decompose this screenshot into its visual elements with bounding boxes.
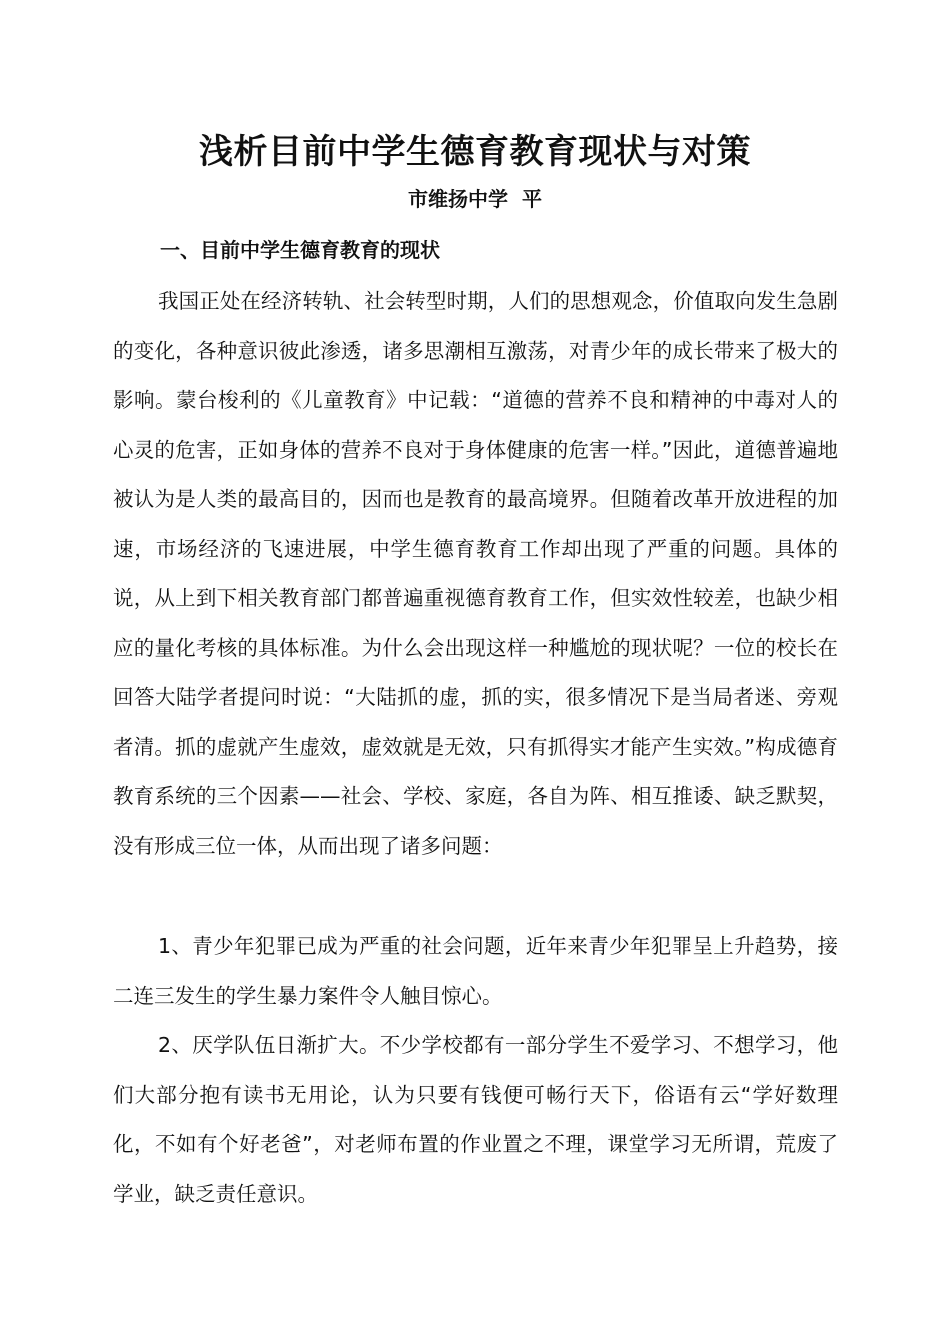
paragraph-item-1: 1、青少年犯罪已成为严重的社会问题，近年来青少年犯罪呈上升趋势，接二连三发生的学生暴力案件令人触目惊心。 [113,934,838,1008]
section-heading: 一、目前中学生德育教育的现状 [160,238,440,262]
document-title: 浅析目前中学生德育教育现状与对策 [199,132,751,172]
paragraph-item-2: 2、厌学队伍日渐扩大。不少学校都有一部分学生不爱学习、不想学习，他们大部分抱有读书无用论，认为只要有钱便可畅行天下，俗语有云“学好数理化，不如有个好老爸”，对老师布置的作业置之不理，课堂学习无所谓，荒废了学业，缺乏责任意识。 [113,1033,838,1206]
author-line: 市维扬中学 平 [408,187,542,211]
paragraph-intro: 我国正处在经济转轨、社会转型时期，人们的思想观念，价值取向发生急剧的变化，各种意识彼此渗透，诸多思潮相互激荡，对青少年的成长带来了极大的影响。蒙台梭利的《儿童教育》中记载：“道德的营养不良和精神的中毒对人的心灵的危害，正如身体的营养不良对于身体健康的危害一样。”因此，道德普遍地被认为是人类的最高目的，因而也是教育的最高境界。但随着改革开放进程的加速，市场经济的飞速进展，中学生德育教育工作却出现了严重的问题。具体的说，从上到下相关教育部门都普遍重视德育教育工作，但实效性较差，也缺少相应的量化考核的具体标准。为什么会出现这样一种尴尬的现状呢？一位的校长在回答大陆学者提问时说：“大陆抓的虚，抓的实，很多情况下是当局者迷、旁观者清。抓的虚就产生虚效，虚效就是无效，只有抓得实才能产生实效。”构成德育教育系统的三个因素——社会、学校、家庭，各自为阵、相互推诿、缺乏默契，没有形成三位一体，从而出现了诸多问题： [113,289,838,858]
